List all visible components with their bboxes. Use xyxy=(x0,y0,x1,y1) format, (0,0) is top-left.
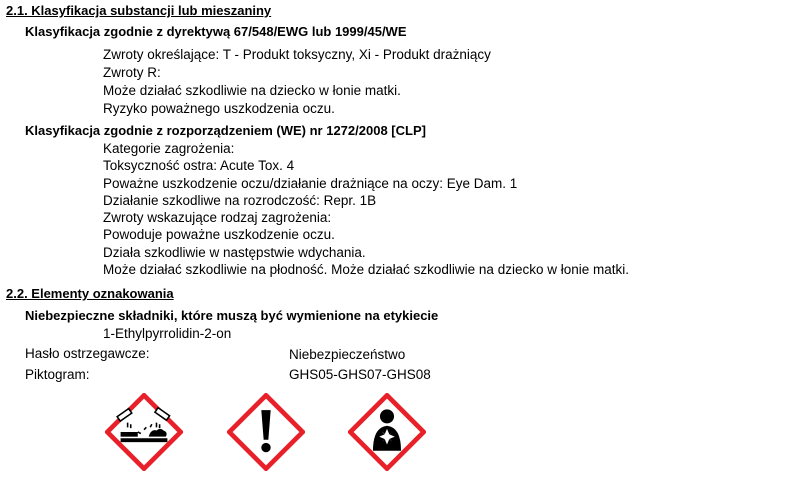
ghs08-health-hazard-icon xyxy=(348,393,426,471)
directive-line: Zwroty określające: T - Produkt toksyczny, Xi - Produkt drażniący xyxy=(103,47,491,62)
clp-line: Działa szkodliwie w następstwie wdychania. xyxy=(103,245,366,260)
signal-word-value: Niebezpieczeństwo xyxy=(289,347,406,362)
clp-line: Zwroty wskazujące rodzaj zagrożenia: xyxy=(103,210,332,225)
directive-line: Może działać szkodliwie na dziecko w łonie matki. xyxy=(103,83,401,98)
directive-classification-heading: Klasyfikacja zgodnie z dyrektywą 67/548/EWG lub 1999/45/WE xyxy=(25,24,407,39)
pictogram-codes: GHS05-GHS07-GHS08 xyxy=(289,367,431,382)
clp-line: Działanie szkodliwe na rozrodczość: Repr. 1B xyxy=(103,193,377,208)
clp-line: Powoduje poważne uszkodzenie oczu. xyxy=(103,227,335,242)
ghs05-corrosion-icon xyxy=(105,393,183,471)
section-2-2-title: 2.2. Elementy oznakowania xyxy=(6,286,174,301)
directive-line: Zwroty R: xyxy=(103,65,161,80)
pictogram-label: Piktogram: xyxy=(25,367,90,382)
clp-classification-heading: Klasyfikacja zgodnie z rozporządzeniem (WE) nr 1272/2008 [CLP] xyxy=(25,123,426,138)
directive-line: Ryzyko poważnego uszkodzenia oczu. xyxy=(103,101,335,116)
hazardous-ingredients-heading: Niebezpieczne składniki, które muszą być wymienione na etykiecie xyxy=(25,308,439,323)
clp-line: Kategorie zagrożenia: xyxy=(103,141,235,156)
signal-word-label: Hasło ostrzegawcze: xyxy=(25,346,150,361)
clp-line: Toksyczność ostra: Acute Tox. 4 xyxy=(103,158,295,173)
ingredient-name: 1-Ethylpyrrolidin-2-on xyxy=(103,326,232,341)
ghs07-exclamation-icon xyxy=(227,393,305,471)
section-2-1-title: 2.1. Klasyfikacja substancji lub mieszaniny xyxy=(6,3,272,18)
clp-line: Może działać szkodliwie na płodność. Może działać szkodliwie na dziecko w łonie matki. xyxy=(103,262,629,277)
clp-line: Poważne uszkodzenie oczu/działanie drażniące na oczy: Eye Dam. 1 xyxy=(103,176,518,191)
